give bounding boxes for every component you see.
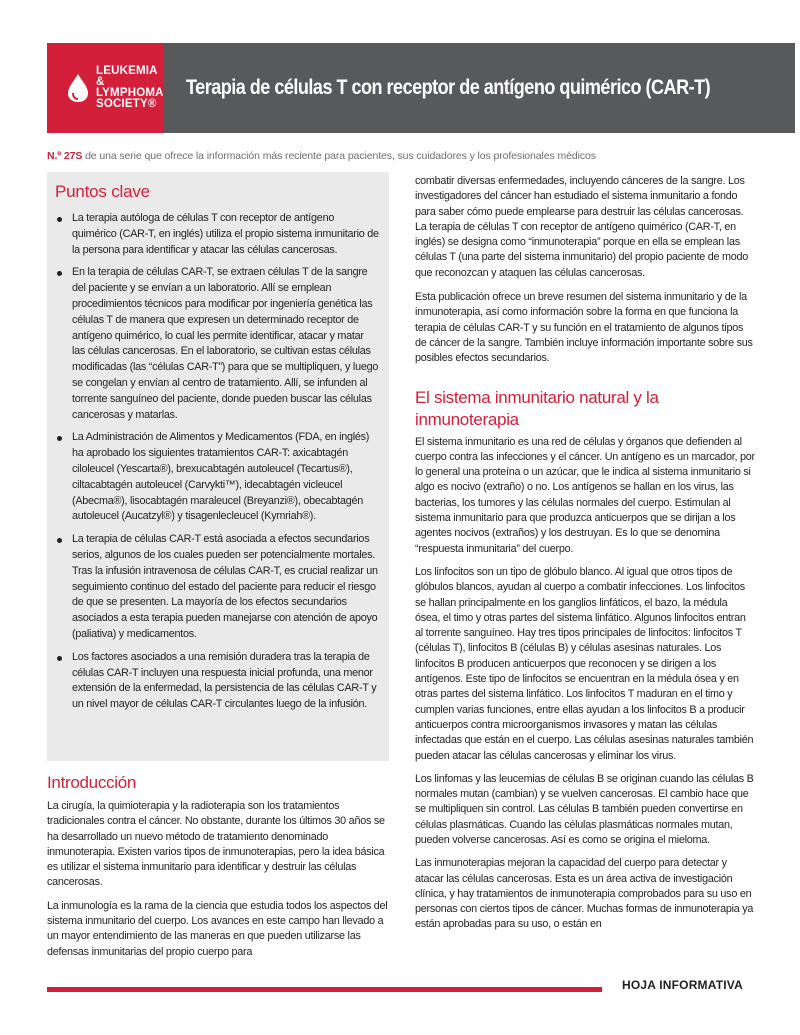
series-line	[47, 150, 596, 162]
introduction-section	[47, 772, 392, 960]
right-column	[415, 174, 755, 933]
immune-paragraph: Las inmunoterapias mejoran la capacidad del cuerpo para detectar y atacar las células cancerosas. Esta es un área activa de investigación clínica, y hay tratamientos de inmunoterapia comprobados para su uso en personas con ciertos tipos de cáncer. Muchas formas de inmunoterapia ya están aprobadas para su uso, o están en	[415, 857, 754, 931]
immune-paragraph: Los linfomas y las leucemias de células B se originan cuando las células B normales mutan (cambian) y se vuelven cancerosas. El cambio hace que se multipliquen sin control. Las células B también pueden convertirse en células plasmáticas. Cuando las células plasmáticas normales mutan, pueden volverse cancerosas. Así es como se origina el mieloma.	[415, 772, 754, 846]
key-point: La terapia autóloga de células T con receptor de antígeno quimérico (CAR-T, en inglés) utiliza el propio sistema inmunitario de la persona para identificar y atacar las células cancerosas.	[55, 211, 379, 258]
bullet-icon	[57, 217, 62, 222]
blood-drop-icon	[67, 73, 89, 103]
bullet-icon	[57, 656, 62, 661]
logo-text: LEUKEMIA & LYMPHOMA SOCIETY®	[96, 65, 164, 110]
key-point: La terapia de células CAR-T está asociada a efectos secundarios serios, algunos de los cuales pueden ser potencialmente mortales. Tras la infusión intravenosa de células CAR-T, es crucial realizar un seguimiento continuo del estado del paciente para reducir el riesgo de que se presenten. La mayoría de los efectos secundarios asociados a esta terapia pueden manejarse con atención de apoyo (paliativa) y medicamentos.	[55, 532, 379, 643]
key-points-title: Puntos clave	[55, 182, 150, 201]
immune-system-title: El sistema inmunitario natural y la inmunoterapia	[415, 387, 659, 429]
bullet-icon	[57, 538, 62, 543]
lls-logo	[47, 43, 164, 133]
key-point: La Administración de Alimentos y Medicamentos (FDA, en inglés) ha aprobado los siguientes tratamientos CAR-T: axicabtagén ciloleucel (Yescarta®), brexucabtagén autoleucel (Tecartus®), ciltacabtagén autoleucel (Carvykti™), idecabtagén vicleucel (Abecma®), lisocabtagén maraleucel (Breyanzi®), obecabtagén autoleucel (Aucatzyl®) y tisagenlecleucel (Kymriah®).	[55, 430, 379, 525]
key-point: En la terapia de células CAR-T, se extraen células T de la sangre del paciente y se envían a un laboratorio. Allí se emplean procedimientos técnicos para modificar por ingeniería genética las células T de manera que expresen un determinado receptor de antígeno quimérico, lo cual les permite identificar, atacar y matar las células cancerosas. En el laboratorio, se cultivan estas células modificadas (las “células CAR-T”) para que se multipliquen, y luego se congelan y envían al centro de tratamiento. Allí, se infunden al torrente sanguíneo del paciente, donde pueden buscar las células cancerosas y matarlas.	[55, 265, 379, 423]
bullet-icon	[57, 436, 62, 441]
bullet-icon	[57, 271, 62, 276]
footer-label: HOJA INFORMATIVA	[622, 978, 743, 992]
key-points-box	[47, 172, 389, 761]
page-title: Terapia de células T con receptor de antígeno quimérico (CAR-T)	[185, 76, 710, 99]
key-points-list	[55, 211, 379, 713]
intro-paragraph: La inmunología es la rama de la ciencia que estudia todos los aspectos del sistema inmunitario del cuerpo. Los avances en este campo han llevado a un mayor entendimiento de las maneras en que pueden utilizarse las defensas inmunitarias del propio cuerpo para	[47, 899, 388, 958]
key-point: Los factores asociados a una remisión duradera tras la terapia de células CAR-T incluyen una respuesta inicial profunda, una menor extensión de la enfermedad, la persistencia de las células CAR-T y un nivel mayor de células CAR-T circulantes luego de la infusión.	[55, 650, 379, 713]
summary-paragraph: Esta publicación ofrece un breve resumen del sistema inmunitario y de la inmunoterapia, así como información sobre la forma en que funciona la terapia de células CAR-T y su función en el tratamiento de algunos tipos de cáncer de la sangre. También incluye información importante sobre sus posibles efectos secundarios.	[415, 291, 753, 365]
immune-paragraph: El sistema inmunitario es una red de células y órganos que defienden al cuerpo contra las infecciones y el cáncer. Un antígeno es un marcador, por lo general una proteína o un azúcar, que le indica al sistema inmunitario si algo es nocivo (extraño) o no. Los antígenos se hallan en los virus, las bacterias, los tumores y las células normales del cuerpo. Estimulan al sistema inmunitario para que produzca anticuerpos que se dirijan a los agentes nocivos (extraños) y los destruyan. Es lo que se denomina “respuesta inmunitaria” del cuerpo.	[415, 435, 755, 555]
footer-bar	[47, 987, 602, 992]
series-text: de una serie que ofrece la información más reciente para pacientes, sus cuidadores y los profesionales médicos	[82, 150, 596, 162]
series-number: N.º 27S	[47, 150, 83, 162]
title-bar	[164, 43, 795, 133]
header-banner	[47, 43, 754, 133]
intro-paragraph: La cirugía, la quimioterapia y la radioterapia son los tratamientos tradicionales contra el cáncer. No obstante, durante los últimos 30 años se ha desarrollado un nuevo método de tratamiento denominado inmunoterapia. Existen varios tipos de inmunoterapias, pero la idea básica es utilizar el sistema inmunitario para identificar y destruir las células cancerosas.	[47, 800, 385, 889]
immune-paragraph: Los linfocitos son un tipo de glóbulo blanco. Al igual que otros tipos de glóbulos blancos, ayudan al cuerpo a combatir infecciones. Los linfocitos se hallan principalmente en los ganglios linfáticos, el bazo, la médula ósea, el timo y otras partes del sistema linfático. Algunos linfocitos entran al torrente sanguíneo. Hay tres tipos principales de linfocitos: linfocitos T (células T), linfocitos B (células B) y células asesinas naturales. Los linfocitos B producen anticuerpos que reconocen y se dirigen a los antígenos. Este tipo de linfocitos se encuentran en la médula ósea y en otras partes del sistema linfático. Los linfocitos T maduran en el timo y cumplen varias funciones, entre ellas ayudan a los linfocitos B a producir anticuerpos contra microorganismos invasores y matan las células infectadas que están en el cuerpo. Las células asesinas naturales también pueden atacar las células cancerosas y eliminar los virus.	[415, 565, 754, 762]
continuation-paragraph: combatir diversas enfermedades, incluyendo cánceres de la sangre. Los investigadores del cáncer han estudiado el sistema inmunitario a fondo para saber cómo puede emplearse para destruir las células cancerosas. La terapia de células T con receptor de antígeno quimérico (CAR-T, en inglés) se designa como “inmunoterapia” porque en ella se emplean las células T (una parte del sistema inmunitario) del propio paciente de modo que reconozcan y ataquen las células cancerosas.	[415, 175, 749, 279]
introduction-title: Introducción	[47, 773, 137, 792]
